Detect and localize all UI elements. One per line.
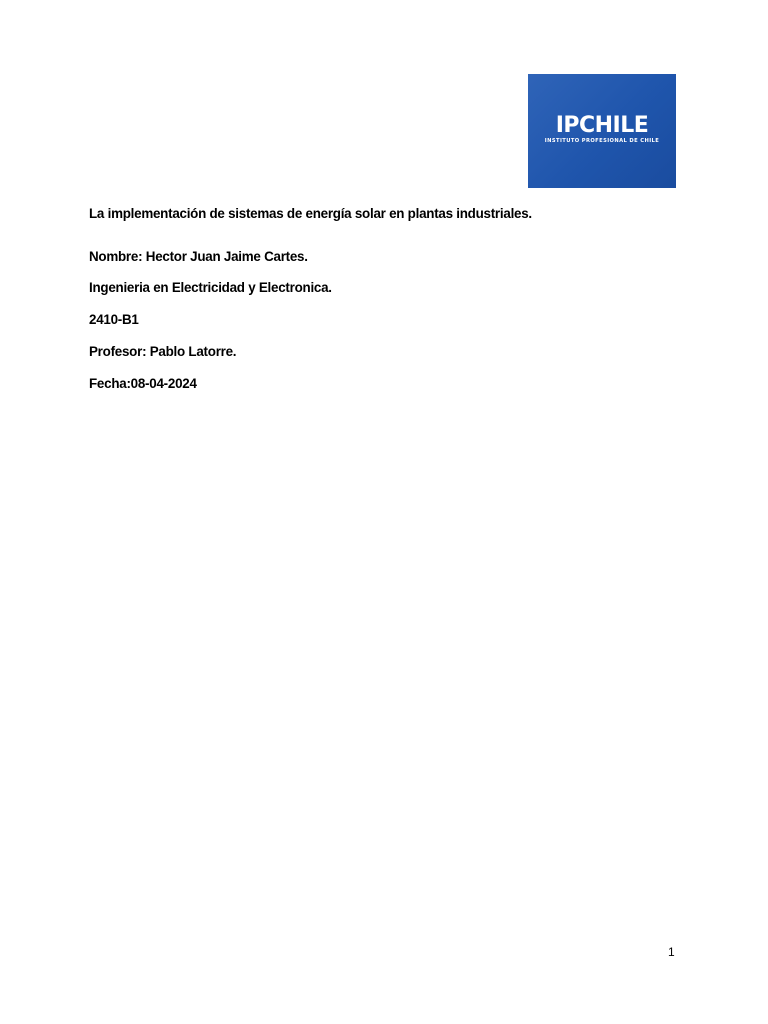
professor-name: Profesor: Pablo Latorre. xyxy=(89,344,237,359)
page-number: 1 xyxy=(668,945,675,959)
document-date: Fecha:08-04-2024 xyxy=(89,376,197,391)
logo-subtitle: INSTITUTO PROFESIONAL DE CHILE xyxy=(544,138,660,144)
ipchile-logo xyxy=(528,74,676,188)
program-name: Ingenieria en Electricidad y Electronica. xyxy=(89,280,332,295)
section-code: 2410-B1 xyxy=(89,312,139,327)
logo-wordmark: IPCHILE xyxy=(555,113,649,138)
document-title: La implementación de sistemas de energía solar en plantas industriales. xyxy=(89,206,532,221)
student-name: Nombre: Hector Juan Jaime Cartes. xyxy=(89,249,308,264)
